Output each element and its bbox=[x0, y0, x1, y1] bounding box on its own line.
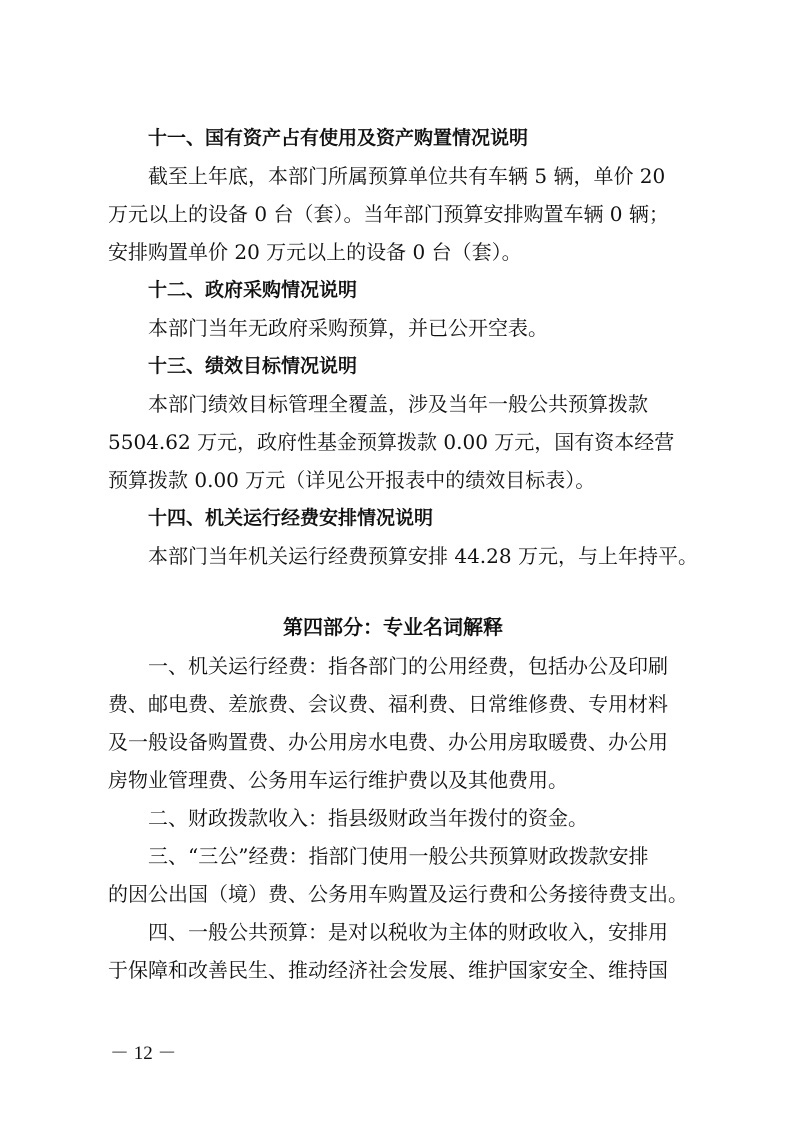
part-4-line: 三、“三公”经费：指部门使用一般公共预算财政拨款安排 bbox=[148, 844, 649, 868]
part-4-line: 的因公出国（境）费、公务用车购置及运行费和公务接待费支出。 bbox=[108, 882, 688, 906]
section-12-heading: 十二、政府采购情况说明 bbox=[148, 279, 358, 301]
part-4-title: 第四部分：专业名词解释 bbox=[283, 615, 503, 639]
section-14-line: 本部门当年机关运行经费预算安排 44.28 万元，与上年持平。 bbox=[148, 544, 698, 568]
section-14-heading: 十四、机关运行经费安排情况说明 bbox=[148, 507, 434, 529]
section-11-heading: 十一、国有资产占有使用及资产购置情况说明 bbox=[148, 127, 529, 149]
part-4-line: 于保障和改善民生、推动经济社会发展、维护国家安全、维持国 bbox=[108, 958, 668, 982]
section-13-line: 本部门绩效目标管理全覆盖，涉及当年一般公共预算拨款 bbox=[148, 392, 648, 416]
section-13-line: 5504.62 万元，政府性基金预算拨款 0.00 万元，国有资本经营 bbox=[108, 430, 675, 454]
section-11-line: 万元以上的设备 0 台（套）。当年部门预算安排购置车辆 0 辆； bbox=[108, 202, 669, 226]
part-4-line: 房物业管理费、公务用车运行维护费以及其他费用。 bbox=[108, 768, 568, 792]
section-13-line: 预算拨款 0.00 万元（详见公开报表中的绩效目标表）。 bbox=[108, 468, 596, 492]
section-12-line: 本部门当年无政府采购预算，并已公开空表。 bbox=[148, 316, 548, 340]
page-number: － 12 － bbox=[110, 1043, 177, 1064]
part-4-line: 及一般设备购置费、办公用房水电费、办公用房取暖费、办公用 bbox=[108, 730, 668, 754]
part-4-line: 费、邮电费、差旅费、会议费、福利费、日常维修费、专用材料 bbox=[108, 692, 668, 716]
section-11-line: 安排购置单价 20 万元以上的设备 0 台（套）。 bbox=[108, 240, 522, 264]
part-4-line: 一、机关运行经费：指各部门的公用经费，包括办公及印刷 bbox=[148, 654, 668, 678]
section-11-line: 截至上年底，本部门所属预算单位共有车辆 5 辆，单价 20 bbox=[148, 164, 666, 188]
section-13-heading: 十三、绩效目标情况说明 bbox=[148, 355, 358, 377]
part-4-line: 四、一般公共预算：是对以税收为主体的财政收入，安排用 bbox=[148, 920, 668, 944]
part-4-line: 二、财政拨款收入：指县级财政当年拨付的资金。 bbox=[148, 806, 588, 830]
